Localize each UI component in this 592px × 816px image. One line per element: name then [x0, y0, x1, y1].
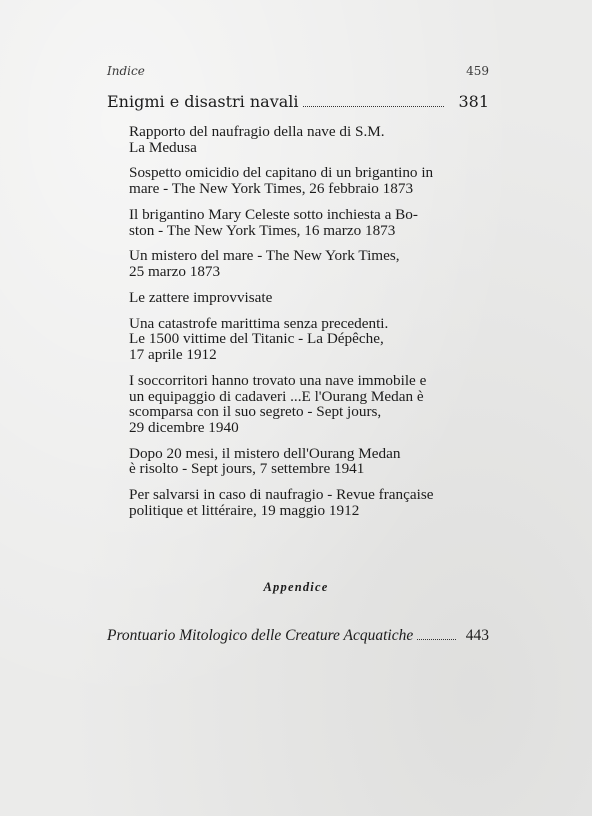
appendix-title: Prontuario Mitologico delle Creature Acquatiche [107, 627, 414, 644]
toc-entry: Una catastrofe marittima senza precedenti. Le 1500 vittime del Titanic - La Dépêche, 17 aprile 1912 [129, 314, 389, 364]
toc-entry: Il brigantino Mary Celeste sotto inchiesta a Bo- ston - The New York Times, 16 marzo 1873 [129, 205, 418, 239]
toc-entry: Sospetto omicidio del capitano di un brigantino in mare - The New York Times, 26 febbraio 1873 [129, 164, 434, 198]
running-title: Indice [107, 64, 145, 78]
section-title: Enigmi e disastri navali [107, 92, 299, 111]
dot-leader [417, 639, 456, 640]
page-number: 459 [466, 64, 489, 78]
toc-entry: Un mistero del mare - The New York Times, 25 marzo 1873 [129, 247, 400, 281]
toc-entry: Per salvarsi in caso di naufragio - Revue française politique et littéraire, 19 maggio 1912 [129, 486, 434, 519]
toc-appendix-line [107, 627, 489, 645]
section-page: 381 [458, 92, 489, 111]
dot-leader [303, 106, 445, 107]
appendix-heading: Appendice [263, 580, 329, 594]
toc-entry: Dopo 20 mesi, il mistero dell'Ourang Medan è risolto - Sept jours, 7 settembre 1941 [129, 444, 401, 478]
appendix-page: 443 [465, 627, 489, 644]
toc-section-line [107, 92, 489, 111]
toc-entry: Le zattere improvvisate [129, 288, 273, 306]
toc-entry: I soccorritori hanno trovato una nave immobile e un equipaggio di cadaveri ...E l'Ourang Medan è scomparsa con il suo segreto - Sept jours, 29 dicembre 1940 [129, 371, 427, 436]
toc-entries [129, 124, 449, 529]
toc-entry: Rapporto del naufragio della nave di S.M. La Medusa [129, 123, 385, 156]
